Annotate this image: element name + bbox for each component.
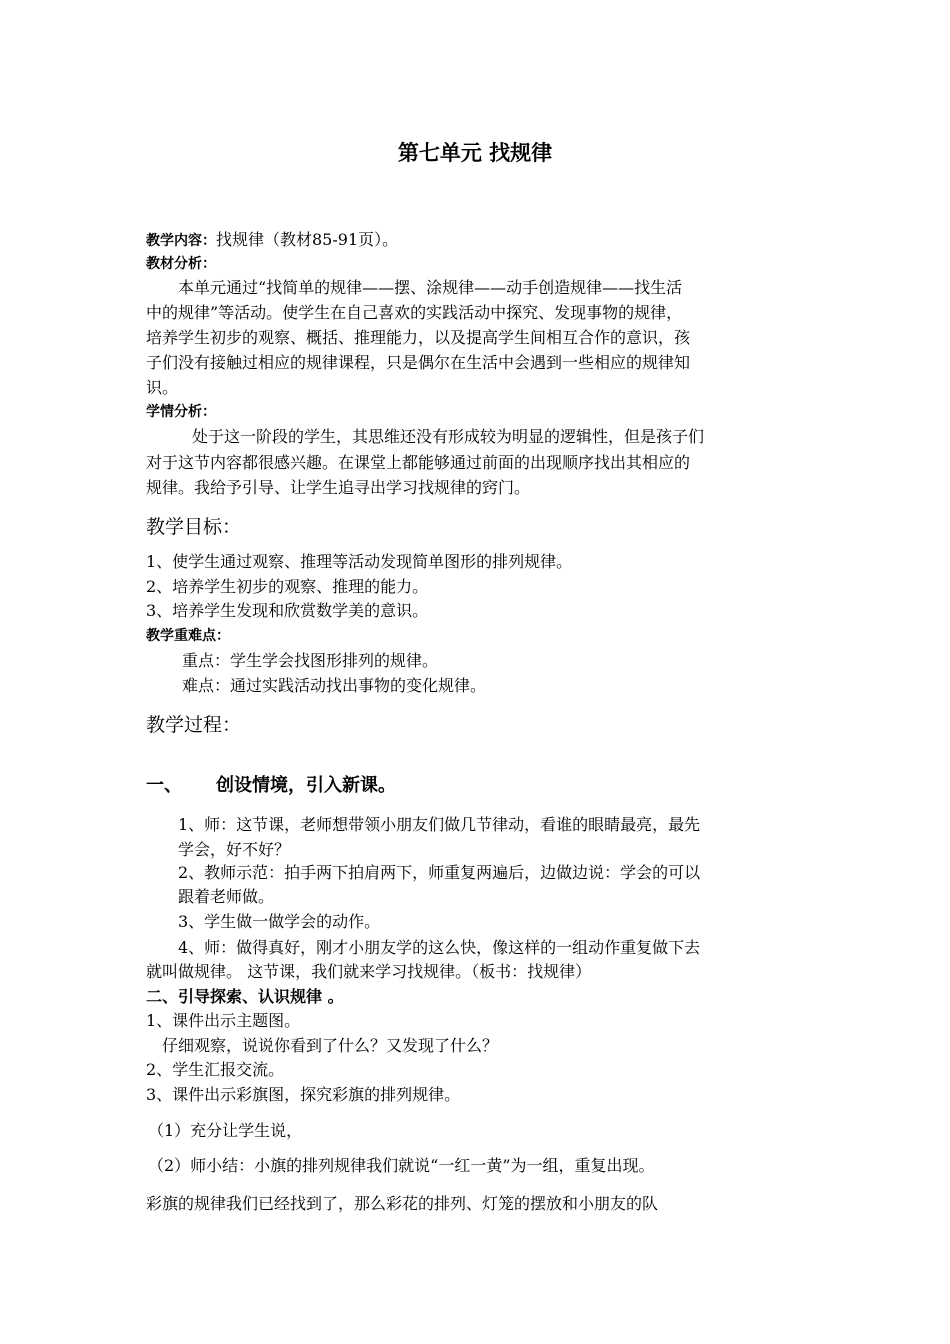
s1-line: 学会，好不好？	[178, 840, 291, 859]
section2-heading: 二、引导探索、认识规律 。	[146, 987, 344, 1006]
student-line: 对于这节内容都很感兴趣。在课堂上都能够通过前面的出现顺序找出其相应的	[146, 453, 691, 472]
keypoint-line: 重点：学生学会找图形排列的规律。	[182, 651, 439, 670]
content-line	[146, 228, 816, 253]
s1-line: 4、师：做得真好，刚才小朋友学的这么快，像这样的一组动作重复做下去	[178, 938, 701, 957]
section1-title: 创设情境，引入新课。	[216, 775, 396, 796]
section1-number: 一、	[146, 775, 182, 796]
analysis-line: 子们没有接触过相应的规律课程，只是偶尔在生活中会遇到一些相应的规律知	[146, 353, 691, 372]
goals-heading: 教学目标：	[146, 516, 242, 538]
s1-line: 1、师：这节课，老师想带领小朋友们做几节律动，看谁的眼睛最亮，最先	[178, 815, 701, 834]
s1-line: 2、教师示范：拍手两下拍肩两下，师重复两遍后，边做边说：学会的可以	[178, 863, 701, 882]
student-line: 规律。我给予引导、让学生追寻出学习找规律的窍门。	[146, 478, 531, 497]
s2-line: 2、学生汇报交流。	[146, 1060, 285, 1079]
analysis-label: 教材分析：	[146, 256, 216, 272]
s1-line: 跟着老师做。	[178, 887, 275, 906]
s2-line: 仔细观察，说说你看到了什么？又发现了什么？	[162, 1036, 499, 1055]
analysis-line: 本单元通过“找简单的规律——摆、涂规律——动手创造规律——找生活	[178, 278, 683, 297]
goal-item: 3、培养学生发现和欣赏数学美的意识。	[146, 601, 429, 620]
goal-item: 2、培养学生初步的观察、推理的能力。	[146, 577, 429, 596]
document-title: 第七单元 找规律	[397, 141, 553, 165]
s2-line: 彩旗的规律我们已经找到了，那么彩花的排列、灯笼的摆放和小朋友的队	[146, 1194, 659, 1213]
s1-line: 3、学生做一做学会的动作。	[178, 912, 381, 931]
analysis-line: 中的规律”等活动。使学生在自己喜欢的实践活动中探究、发现事物的规律，	[146, 303, 683, 322]
s2-line: 1、课件出示主题图。	[146, 1011, 301, 1030]
section1-heading	[146, 772, 816, 800]
student-label: 学情分析：	[146, 404, 216, 420]
s2-line: （2）师小结：小旗的排列规律我们就说“一红一黄”为一组，重复出现。	[148, 1156, 655, 1175]
student-line: 处于这一阶段的学生，其思维还没有形成较为明显的逻辑性，但是孩子们	[192, 427, 705, 446]
analysis-line: 培养学生初步的观察、概括、推理能力，以及提高学生间相互合作的意识，孩	[146, 328, 691, 347]
analysis-line: 识。	[146, 378, 179, 397]
s1-line: 就叫做规律。 这节课，我们就来学习找规律。（板书：找规律）	[146, 962, 592, 981]
difficulty-line: 难点：通过实践活动找出事物的变化规律。	[182, 676, 487, 695]
goal-item: 1、使学生通过观察、推理等活动发现简单图形的排列规律。	[146, 552, 573, 571]
process-heading: 教学过程：	[146, 714, 242, 736]
content-text: 找规律（教材85-91页）。	[216, 230, 399, 249]
s2-line: （1）充分让学生说，	[148, 1121, 303, 1140]
keypoints-label: 教学重难点：	[146, 628, 230, 644]
s2-line: 3、课件出示彩旗图，探究彩旗的排列规律。	[146, 1085, 461, 1104]
content-label: 教学内容：	[146, 233, 216, 249]
